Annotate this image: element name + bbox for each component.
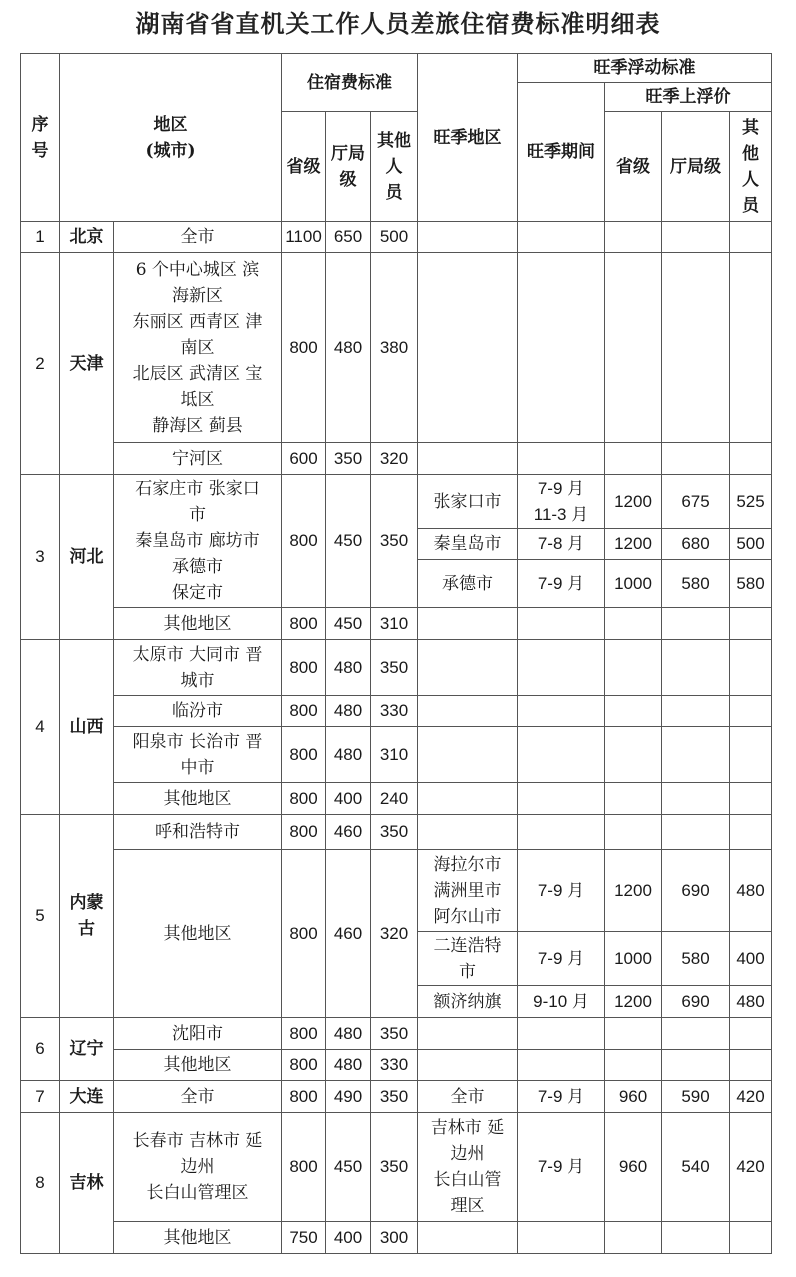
provincial-rate: 800 — [282, 253, 326, 443]
bureau-rate: 460 — [326, 815, 371, 850]
table-row — [21, 443, 772, 475]
header-lodging: 住宿费标准 — [282, 54, 418, 112]
province-cell: 辽宁 — [60, 1018, 114, 1081]
peak-period-cell — [518, 783, 605, 815]
others-rate: 240 — [371, 783, 418, 815]
peak-others-cell: 420 — [730, 1113, 772, 1222]
city-cell: 太原市 大同市 晋 城市 — [114, 640, 282, 696]
table-row — [21, 727, 772, 783]
peak-bureau-cell — [662, 696, 730, 727]
peak-period-cell — [518, 640, 605, 696]
peak-others-cell — [730, 783, 772, 815]
peak-provincial-cell — [605, 1222, 662, 1254]
provincial-rate: 800 — [282, 608, 326, 640]
table-row — [21, 253, 772, 443]
province-cell: 山西 — [60, 640, 114, 815]
peak-bureau-cell — [662, 1050, 730, 1081]
city-cell: 临汾市 — [114, 696, 282, 727]
peak-region-cell — [418, 727, 518, 783]
peak-bureau-cell — [662, 608, 730, 640]
peak-bureau-cell: 540 — [662, 1113, 730, 1222]
row-number: 4 — [21, 640, 60, 815]
provincial-rate: 750 — [282, 1222, 326, 1254]
peak-provincial-cell — [605, 443, 662, 475]
row-number: 6 — [21, 1018, 60, 1081]
others-rate: 350 — [371, 1018, 418, 1050]
peak-region-cell — [418, 443, 518, 475]
peak-bureau-cell — [662, 783, 730, 815]
peak-region-cell: 张家口市 — [418, 475, 518, 529]
peak-others-cell — [730, 1222, 772, 1254]
bureau-rate: 450 — [326, 608, 371, 640]
peak-others-cell — [730, 222, 772, 253]
peak-region-cell: 二连浩特 市 — [418, 932, 518, 986]
peak-provincial-cell — [605, 1050, 662, 1081]
peak-provincial-cell — [605, 815, 662, 850]
peak-provincial-cell: 960 — [605, 1081, 662, 1113]
peak-region-cell — [418, 253, 518, 443]
table-row — [21, 222, 772, 253]
header-bureau: 厅局 级 — [326, 112, 371, 222]
city-cell: 全市 — [114, 1081, 282, 1113]
peak-bureau-cell: 690 — [662, 850, 730, 932]
peak-bureau-cell — [662, 443, 730, 475]
city-cell: 石家庄市 张家口 市 秦皇岛市 廊坊市 承德市 保定市 — [114, 475, 282, 608]
peak-others-cell — [730, 696, 772, 727]
peak-provincial-cell — [605, 640, 662, 696]
city-cell: 其他地区 — [114, 1222, 282, 1254]
peak-others-cell: 480 — [730, 986, 772, 1018]
peak-period-cell: 7-9 月 — [518, 1081, 605, 1113]
peak-period-cell — [518, 222, 605, 253]
province-cell: 大连 — [60, 1081, 114, 1113]
others-rate: 350 — [371, 1113, 418, 1222]
peak-region-cell: 吉林市 延 边州 长白山管 理区 — [418, 1113, 518, 1222]
header-peak-others: 其 他 人 员 — [730, 112, 772, 222]
peak-provincial-cell: 1000 — [605, 560, 662, 608]
peak-bureau-cell — [662, 640, 730, 696]
row-number: 1 — [21, 222, 60, 253]
peak-region-cell: 海拉尔市 满洲里市 阿尔山市 — [418, 850, 518, 932]
peak-region-cell — [418, 222, 518, 253]
city-cell: 宁河区 — [114, 443, 282, 475]
bureau-rate: 480 — [326, 1018, 371, 1050]
peak-others-cell — [730, 253, 772, 443]
peak-period-cell — [518, 815, 605, 850]
peak-period-cell — [518, 1222, 605, 1254]
table-row — [21, 1050, 772, 1081]
provincial-rate: 800 — [282, 1050, 326, 1081]
provincial-rate: 800 — [282, 1018, 326, 1050]
peak-period-cell: 7-8 月 — [518, 529, 605, 560]
peak-others-cell: 525 — [730, 475, 772, 529]
table-row — [21, 1081, 772, 1113]
peak-provincial-cell: 1200 — [605, 986, 662, 1018]
bureau-rate: 480 — [326, 640, 371, 696]
others-rate: 320 — [371, 850, 418, 1018]
peak-others-cell: 480 — [730, 850, 772, 932]
header-peak-float: 旺季浮动标准 — [518, 54, 772, 83]
peak-bureau-cell: 690 — [662, 986, 730, 1018]
peak-bureau-cell: 680 — [662, 529, 730, 560]
peak-period-cell — [518, 727, 605, 783]
peak-provincial-cell — [605, 696, 662, 727]
peak-period-cell: 7-9 月 — [518, 932, 605, 986]
table-row — [21, 783, 772, 815]
peak-provincial-cell — [605, 1018, 662, 1050]
peak-period-cell — [518, 696, 605, 727]
bureau-rate: 490 — [326, 1081, 371, 1113]
peak-others-cell — [730, 727, 772, 783]
provincial-rate: 800 — [282, 727, 326, 783]
peak-period-cell: 7-9 月 — [518, 560, 605, 608]
peak-bureau-cell: 590 — [662, 1081, 730, 1113]
province-cell: 北京 — [60, 222, 114, 253]
others-rate: 310 — [371, 727, 418, 783]
header-seq: 序 号 — [21, 54, 60, 222]
peak-provincial-cell — [605, 222, 662, 253]
others-rate: 350 — [371, 475, 418, 608]
city-cell: 长春市 吉林市 延 边州 长白山管理区 — [114, 1113, 282, 1222]
peak-bureau-cell — [662, 727, 730, 783]
provincial-rate: 1100 — [282, 222, 326, 253]
others-rate: 500 — [371, 222, 418, 253]
bureau-rate: 450 — [326, 1113, 371, 1222]
province-cell: 内蒙 古 — [60, 815, 114, 1018]
table-row — [21, 475, 772, 529]
city-cell: 其他地区 — [114, 1050, 282, 1081]
header-region: 地区 (城市) — [60, 54, 282, 222]
peak-region-cell: 额济纳旗 — [418, 986, 518, 1018]
peak-provincial-cell: 1200 — [605, 850, 662, 932]
others-rate: 350 — [371, 815, 418, 850]
peak-region-cell — [418, 815, 518, 850]
provincial-rate: 800 — [282, 850, 326, 1018]
peak-provincial-cell — [605, 608, 662, 640]
city-cell: 全市 — [114, 222, 282, 253]
peak-provincial-cell — [605, 727, 662, 783]
peak-period-cell — [518, 608, 605, 640]
bureau-rate: 400 — [326, 783, 371, 815]
peak-others-cell — [730, 608, 772, 640]
peak-period-cell: 7-9 月 — [518, 1113, 605, 1222]
peak-others-cell — [730, 640, 772, 696]
province-cell: 河北 — [60, 475, 114, 640]
others-rate: 320 — [371, 443, 418, 475]
peak-region-cell — [418, 608, 518, 640]
provincial-rate: 800 — [282, 1081, 326, 1113]
bureau-rate: 450 — [326, 475, 371, 608]
peak-bureau-cell: 580 — [662, 932, 730, 986]
table-row — [21, 640, 772, 696]
peak-bureau-cell — [662, 222, 730, 253]
city-cell: 沈阳市 — [114, 1018, 282, 1050]
table-row — [21, 815, 772, 850]
peak-others-cell: 500 — [730, 529, 772, 560]
row-number: 3 — [21, 475, 60, 640]
peak-period-cell: 7-9 月 — [518, 850, 605, 932]
peak-period-cell: 9-10 月 — [518, 986, 605, 1018]
header-peak-bureau: 厅局级 — [662, 112, 730, 222]
peak-others-cell: 400 — [730, 932, 772, 986]
peak-others-cell — [730, 443, 772, 475]
peak-region-cell: 承德市 — [418, 560, 518, 608]
others-rate: 350 — [371, 640, 418, 696]
peak-region-cell — [418, 696, 518, 727]
peak-others-cell: 580 — [730, 560, 772, 608]
others-rate: 350 — [371, 1081, 418, 1113]
provincial-rate: 800 — [282, 640, 326, 696]
city-cell: 其他地区 — [114, 783, 282, 815]
header-peak-provincial: 省级 — [605, 112, 662, 222]
lodging-standards-table — [20, 53, 772, 1254]
table-row — [21, 850, 772, 932]
city-cell: 阳泉市 长治市 晋 中市 — [114, 727, 282, 783]
table-row — [21, 1222, 772, 1254]
table-row — [21, 696, 772, 727]
peak-bureau-cell — [662, 253, 730, 443]
provincial-rate: 800 — [282, 1113, 326, 1222]
page-title: 湖南省省直机关工作人员差旅住宿费标准明细表 — [135, 10, 661, 38]
bureau-rate: 650 — [326, 222, 371, 253]
peak-provincial-cell: 1200 — [605, 529, 662, 560]
table-row — [21, 1018, 772, 1050]
city-cell: 6 个中心城区 滨 海新区 东丽区 西青区 津 南区 北辰区 武清区 宝 坻区 静海区 蓟县 — [114, 253, 282, 443]
peak-region-cell: 全市 — [418, 1081, 518, 1113]
city-cell: 呼和浩特市 — [114, 815, 282, 850]
peak-bureau-cell — [662, 1222, 730, 1254]
peak-bureau-cell: 675 — [662, 475, 730, 529]
peak-period-cell — [518, 253, 605, 443]
peak-region-cell — [418, 1050, 518, 1081]
city-cell: 其他地区 — [114, 608, 282, 640]
peak-bureau-cell — [662, 1018, 730, 1050]
provincial-rate: 800 — [282, 815, 326, 850]
peak-period-cell — [518, 1018, 605, 1050]
peak-provincial-cell: 960 — [605, 1113, 662, 1222]
peak-others-cell — [730, 815, 772, 850]
bureau-rate: 480 — [326, 1050, 371, 1081]
header-peak-region: 旺季地区 — [418, 54, 518, 222]
peak-region-cell — [418, 783, 518, 815]
header-peak-period: 旺季期间 — [518, 83, 605, 222]
peak-period-cell: 7-9 月 11-3 月 — [518, 475, 605, 529]
peak-provincial-cell — [605, 253, 662, 443]
provincial-rate: 600 — [282, 443, 326, 475]
peak-region-cell — [418, 1222, 518, 1254]
peak-region-cell — [418, 1018, 518, 1050]
others-rate: 330 — [371, 1050, 418, 1081]
table-row — [21, 608, 772, 640]
peak-period-cell — [518, 443, 605, 475]
provincial-rate: 800 — [282, 696, 326, 727]
provincial-rate: 800 — [282, 783, 326, 815]
peak-provincial-cell: 1000 — [605, 932, 662, 986]
peak-period-cell — [518, 1050, 605, 1081]
bureau-rate: 480 — [326, 727, 371, 783]
bureau-rate: 480 — [326, 253, 371, 443]
others-rate: 380 — [371, 253, 418, 443]
city-cell: 其他地区 — [114, 850, 282, 1018]
peak-bureau-cell: 580 — [662, 560, 730, 608]
row-number: 2 — [21, 253, 60, 475]
bureau-rate: 460 — [326, 850, 371, 1018]
province-cell: 天津 — [60, 253, 114, 475]
header-provincial: 省级 — [282, 112, 326, 222]
peak-region-cell — [418, 640, 518, 696]
peak-provincial-cell — [605, 783, 662, 815]
others-rate: 330 — [371, 696, 418, 727]
bureau-rate: 400 — [326, 1222, 371, 1254]
row-number: 8 — [21, 1113, 60, 1254]
peak-others-cell — [730, 1050, 772, 1081]
others-rate: 310 — [371, 608, 418, 640]
peak-others-cell: 420 — [730, 1081, 772, 1113]
table-row — [21, 1113, 772, 1222]
bureau-rate: 350 — [326, 443, 371, 475]
row-number: 5 — [21, 815, 60, 1018]
peak-others-cell — [730, 1018, 772, 1050]
bureau-rate: 480 — [326, 696, 371, 727]
header-peak-up: 旺季上浮价 — [605, 83, 772, 112]
others-rate: 300 — [371, 1222, 418, 1254]
provincial-rate: 800 — [282, 475, 326, 608]
peak-provincial-cell: 1200 — [605, 475, 662, 529]
peak-region-cell: 秦皇岛市 — [418, 529, 518, 560]
peak-bureau-cell — [662, 815, 730, 850]
row-number: 7 — [21, 1081, 60, 1113]
header-others: 其他 人 员 — [371, 112, 418, 222]
province-cell: 吉林 — [60, 1113, 114, 1254]
